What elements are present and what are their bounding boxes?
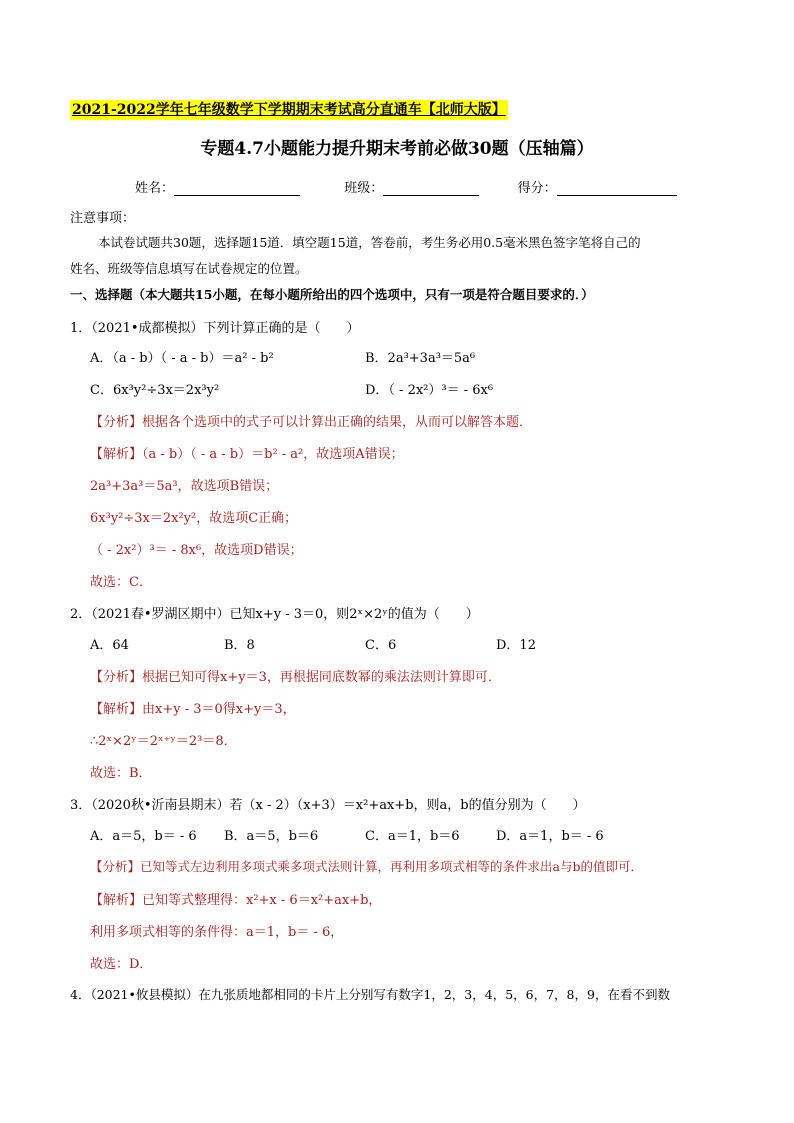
q3-option-b: B．a＝5，b＝6 [224,829,319,844]
name-label: 姓名： [135,181,175,196]
q3-solution-1: 【解析】已知等式整理得：x²+x - 6＝x²+ax+b， [90,893,382,908]
q3-solution-2: 利用多项式相等的条件得：a＝1，b＝ - 6， [90,925,344,940]
q2-option-a: A．64 [90,638,129,653]
q2-stem: 2．（2021春•罗湖区期中）已知x+y - 3＝0，则2ˣ×2ʸ的值为（ ） [70,607,479,622]
q1-option-d: D．（ - 2x²）³＝ - 6x⁶ [365,383,494,398]
q3-answer: 故选：D． [90,957,153,972]
section-heading: 一、选择题（本大题共15小题，在每小题所给出的四个选项中，只有一项是符合题目要求的．） [70,287,594,302]
name-field[interactable] [174,181,300,196]
q2-option-d: D．12 [496,638,536,653]
page-title: 专题4.7小题能力提升期末考前必做30题（压轴篇） [200,139,594,159]
class-field[interactable] [383,181,479,196]
q4-stem: 4．（2021•攸县模拟）在九张质地都相同的卡片上分别写有数字1，2，3，4，5，6，7，8，9，在看不到数 [70,987,670,1002]
student-info-fields [135,177,677,196]
notice-heading: 注意事项： [70,211,136,226]
q1-analysis: 【分析】根据各个选项中的式子可以计算出正确的结果，从而可以解答本题． [90,415,533,430]
q2-analysis: 【分析】根据已知可得x+y＝3，再根据同底数幂的乘法法则计算即可． [90,670,501,685]
q2-solution-1: 【解析】由x+y - 3＝0得x+y＝3， [90,702,296,717]
q1-stem: 1．（2021•成都模拟）下列计算正确的是（ ） [70,321,360,336]
q2-answer: 故选：B． [90,766,152,781]
q1-solution-3: 6x³y²÷3x＝2x²y²，故选项C正确； [90,511,298,526]
notice-line-2: 姓名、班级等信息填写在试卷规定的位置。 [70,261,308,276]
notice-line-1: 本试卷试题共30题，选择题15道．填空题15道，答卷前，考生务必用0.5毫米黑色签字笔将自己的 [98,235,641,250]
q2-solution-2: ∴2ˣ×2ʸ＝2ˣ⁺ʸ＝2³＝8． [90,734,237,749]
q3-stem: 3．（2020秋•沂南县期末）若（x - 2）（x+3）＝x²+ax+b，则a，b的值分别为（ ） [70,798,586,813]
q3-option-c: C．a＝1，b＝6 [365,829,460,844]
q1-solution-1: 【解析】（a - b）（ - a - b）＝b² - a²，故选项A错误； [90,447,404,462]
q1-answer: 故选：C． [90,575,152,590]
score-label: 得分： [517,181,557,196]
score-field[interactable] [557,181,677,196]
q1-solution-2: 2a³+3a³＝5a³，故选项B错误； [90,479,279,494]
q1-option-c: C．6x³y²÷3x＝2x³y² [90,383,220,398]
q1-option-a: A．（a - b）（ - a - b）＝a² - b² [90,351,274,366]
q3-analysis: 【分析】已知等式左边利用多项式乘多项式法则计算，再利用多项式相等的条件求出a与b的值即可． [90,859,643,874]
class-label: 班级： [344,181,384,196]
banner: 2021-2022学年七年级数学下学期期末考试高分直通车【北师大版】 [72,102,506,118]
q3-option-a: A．a＝5，b＝ - 6 [90,829,197,844]
q3-option-d: D．a＝1，b＝ - 6 [496,829,604,844]
q1-option-b: B．2a³+3a³＝5a⁶ [365,351,476,366]
q2-option-c: C．6 [365,638,397,653]
q2-option-b: B．8 [224,638,255,653]
q1-solution-4: （ - 2x²）³＝ - 8x⁶，故选项D错误； [90,543,303,558]
